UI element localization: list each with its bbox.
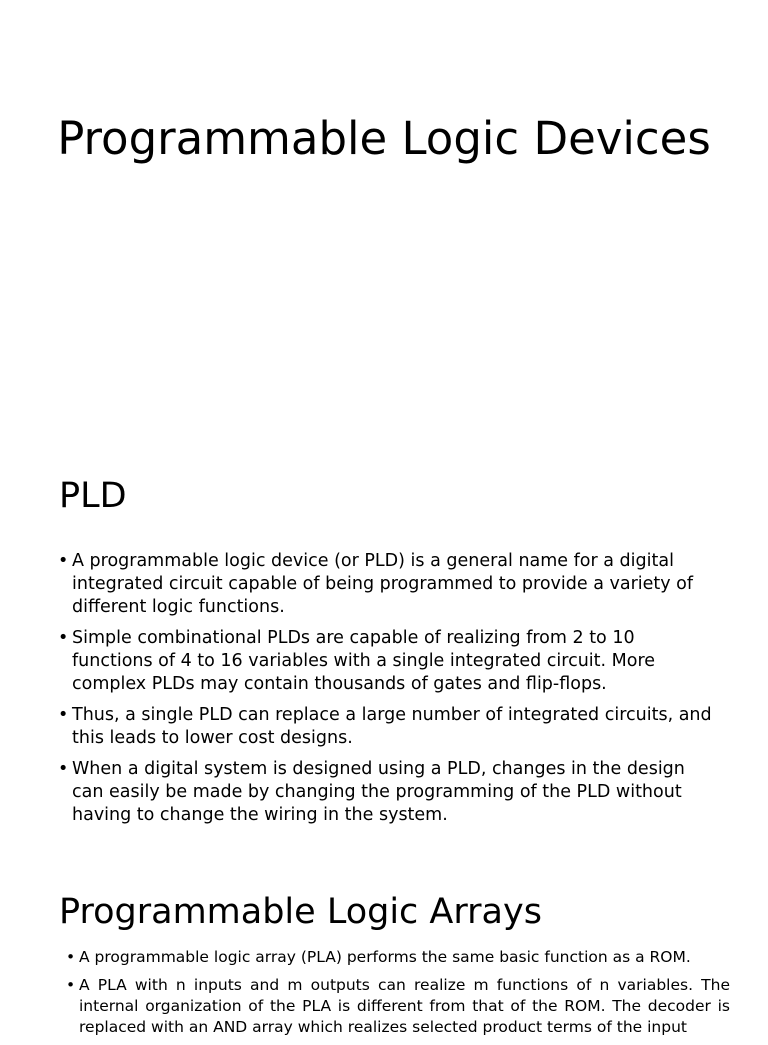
bullet-text: A programmable logic array (PLA) performs the same basic function as a ROM. xyxy=(79,948,691,966)
bullet-text: Thus, a single PLD can replace a large number of integrated circuits, and this leads to lower cost designs. xyxy=(72,705,712,748)
pld-heading: PLD xyxy=(59,476,127,516)
bullet-text: Simple combinational PLDs are capable of realizing from 2 to 10 functions of 4 to 16 variables with a single integrated circuit. More complex PLDs may contain thousands of gates and flip-flops. xyxy=(72,628,656,694)
pla-heading: Programmable Logic Arrays xyxy=(59,892,542,932)
list-item xyxy=(66,947,730,968)
list-item xyxy=(58,704,718,750)
bullet-icon: • xyxy=(58,551,69,571)
bullet-icon: • xyxy=(66,948,76,966)
bullet-icon: • xyxy=(58,705,69,725)
presentation-title: Programmable Logic Devices xyxy=(57,112,711,165)
bullet-icon: • xyxy=(66,976,76,994)
list-item xyxy=(58,758,718,827)
bullet-icon: • xyxy=(58,628,69,648)
pld-bullet-list xyxy=(58,550,718,835)
pld-slide xyxy=(0,440,768,860)
bullet-icon: • xyxy=(58,759,69,779)
list-item xyxy=(66,975,730,1038)
bullet-text: A PLA with n inputs and m outputs can realize m functions of n variables. The internal organization of the PLA is different from that of the ROM. The decoder is replaced with an AND array which realizes selected product terms of the input xyxy=(79,976,730,1036)
pla-bullet-list xyxy=(66,947,730,1045)
pla-slide xyxy=(0,860,768,1036)
bullet-text: When a digital system is designed using a PLD, changes in the design can easily be made by changing the programming of the PLD without having to change the wiring in the system. xyxy=(72,759,685,825)
bullet-text: A programmable logic device (or PLD) is a general name for a digital integrated circuit capable of being programmed to provide a variety of different logic functions. xyxy=(72,551,694,617)
list-item xyxy=(58,627,718,696)
list-item xyxy=(58,550,718,619)
title-slide xyxy=(0,0,768,440)
